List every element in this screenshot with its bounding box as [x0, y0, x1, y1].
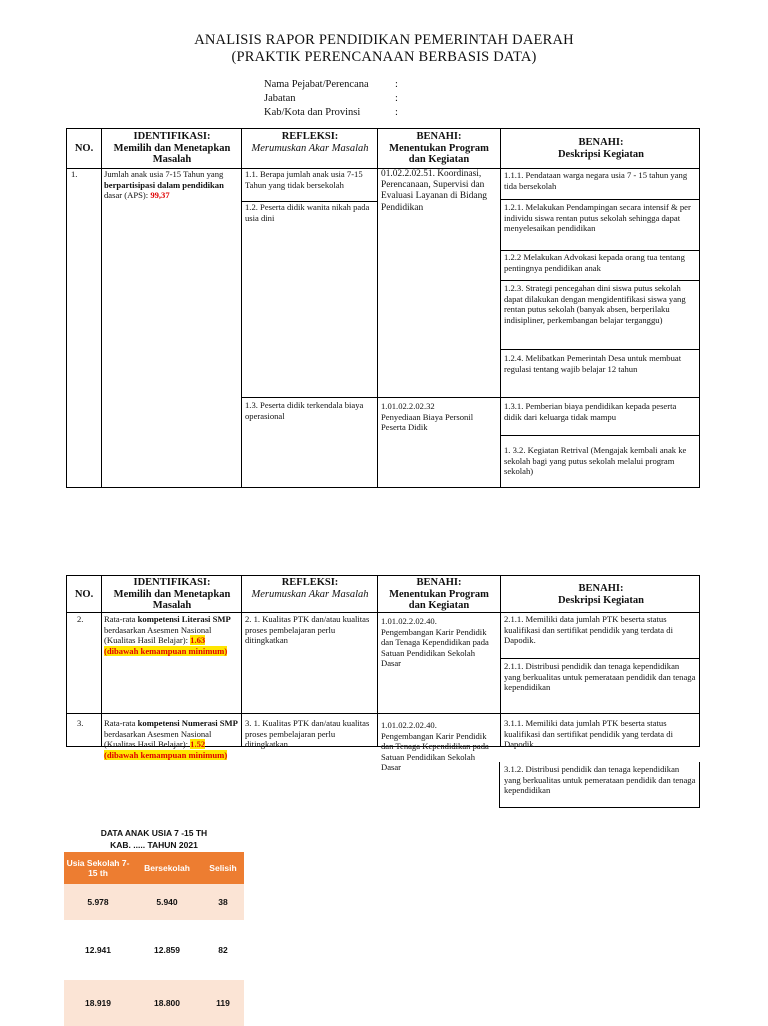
row-divider	[500, 250, 699, 251]
data-table-title-line1: DATA ANAK USIA 7 -15 TH	[100, 828, 208, 838]
row-divider	[500, 349, 699, 350]
header-bersekolah: Bersekolah	[144, 863, 190, 873]
activity-1-2-2: 1.2.2 Melakukan Advokasi kepada orang tua tentang pentingnya pendidikan anak	[504, 252, 685, 273]
column-divider	[101, 576, 102, 746]
activity-1-3-1: 1.3.1. Pemberian biaya pendidikan kepada peserta didik dari keluarga tidak mampu	[504, 401, 677, 422]
identification-numerasi: Rata-rata kompetensi Numerasi SMP berdasarkan Asesmen Nasional (Kualitas Hasil Belajar): 1.52 (dibawah kemampuan minimum)	[104, 718, 238, 760]
column-divider	[377, 576, 378, 746]
header-benahi-program: BENAHI: Menentukan Program dan Kegiatan	[389, 577, 489, 611]
header-benahi-deskripsi: BENAHI: Deskripsi Kegiatan	[557, 583, 645, 606]
activity-3-1-2: 3.1.2. Distribusi pendidik dan tenaga kependidikan yang berkualitas untuk pemerataan pendidik dan tenaga kependidikan	[504, 764, 696, 796]
program-koordinasi: 01.02.2.02.51. Koordinasi, Perencanaan, Supervisi dan Evaluasi Layanan di Bidang Pendidikan	[381, 169, 487, 213]
column-divider	[377, 129, 378, 487]
activity-2-1-1: 2.1.1. Memiliki data jumlah PTK beserta status kualifikasi dan sertifikat pendidik yang terdata di Dapodik.	[504, 614, 673, 646]
activity-2-1-2: 2.1.1. Distribusi pendidik dan tenaga kependidikan yang berkualitas untuk pemerataan pendidik dan tenaga kependidikan	[504, 661, 696, 693]
row-divider	[500, 658, 699, 659]
analysis-table-2	[66, 575, 700, 773]
field-label: Nama Pejabat/Perencana	[264, 79, 369, 90]
field-colon: :	[395, 79, 398, 90]
field-colon: :	[395, 93, 398, 104]
row-number: 2.	[77, 614, 84, 624]
identification-literasi: Rata-rata kompetensi Literasi SMP berdasarkan Asesmen Nasional (Kualitas Hasil Belajar): 1.63 (dibawah kemampuan minimum)	[104, 614, 231, 656]
cell-usia-sekolah: 5.978	[87, 897, 109, 907]
column-divider	[500, 129, 501, 487]
cell-selisih: 82	[218, 945, 228, 955]
header-refleksi: REFLEKSI: Merumuskan Akar Masalah	[251, 577, 369, 600]
program-karir-pendidik: 1.01.02.2.02.40. Pengembangan Karir Pendidik dan Tenaga Kependidikan pada Satuan Pendidikan Sekolah Dasar	[381, 616, 489, 669]
column-divider	[500, 576, 501, 746]
cell-bersekolah: 12.859	[154, 945, 180, 955]
reflection-3-1: 3. 1. Kualitas PTK dan/atau kualitas proses pembelajaran perlu ditingkatkan	[245, 718, 370, 750]
field-kab-kota	[264, 106, 398, 120]
activity-1-2-3: 1.2.3. Strategi pencegahan dini siswa putus sekolah dapat dilakukan dengan mengidentifikasi siswa yang rentan putus sekolah (banyak absen, berperilaku indisipliner, perkembangan belajar terganggu)	[504, 283, 686, 325]
reflection-2-1: 2. 1. Kualitas PTK dan/atau kualitas proses pembelajaran perlu ditingkatkan	[245, 614, 370, 646]
header-identifikasi: IDENTIFIKASI: Memilih dan Menetapkan Masalah	[113, 131, 231, 165]
header-benahi-deskripsi: BENAHI: Deskripsi Kegiatan	[557, 137, 645, 160]
activity-1-3-2: 1. 3.2. Kegiatan Retrival (Mengajak kembali anak ke sekolah bagi yang putus sekolah melalui program sekolah)	[504, 445, 687, 477]
header-no: NO.	[74, 589, 94, 600]
reflection-1-1: 1.1. Berapa jumlah anak usia 7-15 Tahun yang tidak bersekolah	[245, 169, 363, 190]
column-divider	[241, 129, 242, 487]
row-divider	[500, 435, 699, 436]
row-divider	[241, 397, 699, 398]
reflection-1-3: 1.3. Peserta didik terkendala biaya operasional	[245, 400, 364, 421]
activity-1-1-1: 1.1.1. Pendataan warga negara usia 7 - 15 tahun yang tida bersekolah	[504, 170, 688, 191]
field-colon: :	[395, 107, 398, 118]
reflection-1-2: 1.2. Peserta didik wanita nikah pada usia dini	[245, 202, 370, 223]
analysis-table-1	[66, 128, 700, 488]
identification-text: Jumlah anak usia 7-15 Tahun yang berpartisipasi dalam pendidikan dasar (APS): 99,37	[104, 169, 224, 201]
score-alert: 1.63 (dibawah kemampuan minimum)	[104, 635, 228, 656]
document-title-line1: ANALISIS RAPOR PENDIDIKAN PEMERINTAH DAERAH	[194, 32, 574, 48]
cell-usia-sekolah: 12.941	[85, 945, 111, 955]
cell-selisih: 119	[216, 998, 230, 1008]
activity-3-1-1: 3.1.1. Memiliki data jumlah PTK beserta status kualifikasi dan sertifikat pendidik yang terdata di Dapodik.	[504, 718, 673, 750]
activity-1-2-1: 1.2.1. Melakukan Pendampingan secara intensif & per individu siswa rentan putus sekolah sehingga dapat menyelesaikan pendidikan	[504, 202, 691, 234]
field-nama-pejabat	[264, 78, 398, 92]
row-divider	[500, 199, 699, 200]
activity-3-1-2-box	[499, 762, 700, 808]
field-label: Kab/Kota dan Provinsi	[264, 107, 361, 118]
program-karir-pendidik: 1.01.02.2.02.40. Pengembangan Karir Pendidik dan Tenaga Kependidikan pada Satuan Pendidikan Sekolah Dasar	[381, 720, 489, 773]
row-number: 3.	[77, 718, 84, 728]
table-row	[64, 980, 244, 1026]
table-row	[64, 884, 244, 920]
header-selisih: Selisih	[209, 863, 237, 873]
header-usia-sekolah: Usia Sekolah 7-15 th	[66, 858, 130, 878]
data-table-title-line2: KAB. ..... TAHUN 2021	[110, 840, 198, 850]
header-no: NO.	[74, 143, 94, 154]
header-refleksi: REFLEKSI: Merumuskan Akar Masalah	[251, 131, 369, 154]
header-identifikasi: IDENTIFIKASI: Memilih dan Menetapkan Masalah	[113, 577, 231, 611]
row-number: 1.	[71, 169, 78, 179]
score-alert: 1.52 (dibawah kemampuan minimum)	[104, 739, 228, 760]
column-divider	[101, 129, 102, 487]
cell-selisih: 38	[218, 897, 228, 907]
row-divider	[67, 713, 699, 714]
column-divider	[241, 576, 242, 746]
field-jabatan	[264, 92, 398, 106]
cell-bersekolah: 5.940	[156, 897, 178, 907]
identity-fields	[264, 78, 398, 120]
document-title-line2: (PRAKTIK PERENCANAAN BERBASIS DATA)	[231, 49, 537, 65]
field-label: Jabatan	[264, 93, 296, 104]
child-enrollment-table	[64, 852, 244, 1026]
cell-usia-sekolah: 18.919	[85, 998, 111, 1008]
row-divider	[500, 280, 699, 281]
program-biaya-personil: 1.01.02.2.02.32 Penyediaan Biaya Personil Peserta Didik	[381, 401, 474, 433]
activity-1-2-4: 1.2.4. Melibatkan Pemerintah Desa untuk membuat regulasi tentang wajib belajar 12 tahun	[504, 353, 682, 374]
header-benahi-program: BENAHI: Menentukan Program dan Kegiatan	[389, 131, 489, 165]
cell-bersekolah: 18.800	[154, 998, 180, 1008]
header-divider	[67, 612, 699, 613]
table-header-row	[64, 852, 244, 884]
table-row	[64, 920, 244, 980]
